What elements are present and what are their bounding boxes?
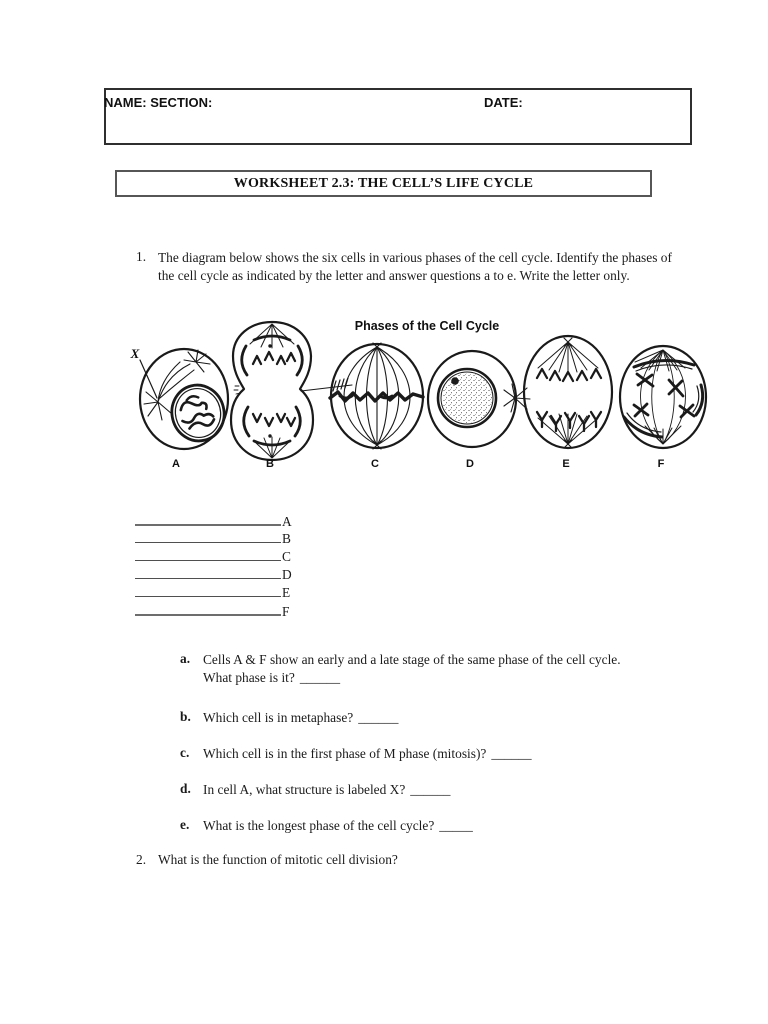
blank-letter: E <box>282 585 291 601</box>
subquestion-e-text <box>203 817 708 835</box>
question-2-text: What is the function of mitotic cell division? <box>158 852 398 867</box>
answer-blank: ______ <box>358 710 399 725</box>
subquestion-a-line2: What phase is it? <box>203 669 295 685</box>
subquestion-a-line1: Cells A & F show an early and a late stage of the same phase of the cell cycle. <box>203 652 621 667</box>
subquestion-b-text <box>203 709 708 727</box>
blank-letter: F <box>282 604 290 620</box>
answer-line <box>135 565 281 579</box>
answer-line <box>135 547 281 561</box>
phase-answer-blanks <box>135 511 292 620</box>
subquestion-b-question: Which cell is in metaphase? <box>203 710 354 725</box>
answer-blank: _____ <box>439 818 473 833</box>
subquestion-c-text <box>203 745 708 763</box>
blank-letter: A <box>282 514 292 529</box>
aster-top-icon <box>184 350 210 372</box>
nucleolus <box>451 377 459 385</box>
subquestion-d-question: In cell A, what structure is labeled X? <box>203 782 406 797</box>
question-1-text: The diagram below shows the six cells in various phases of the cell cycle. Identify the phases of the cell cycle as indicated by the letter and answer questions a to e. Write the letter only. <box>158 250 672 283</box>
cell-a-drawing <box>140 349 230 449</box>
subquestion-e-marker: e. <box>180 817 190 832</box>
cell-label-e: E <box>562 458 570 470</box>
subquestion-d-marker: d. <box>180 781 191 796</box>
name-date-box <box>104 88 692 145</box>
answer-blank-row-a <box>135 511 292 529</box>
worksheet-title-box <box>115 170 652 197</box>
subquestion-e <box>180 817 708 835</box>
cell-d-drawing <box>428 351 530 447</box>
subquestion-c-marker: c. <box>180 745 190 760</box>
question-2-number: 2. <box>136 852 147 867</box>
cell-e-drawing <box>524 336 612 448</box>
subquestion-d <box>180 781 708 799</box>
answer-blank: ______ <box>491 746 532 761</box>
answer-line <box>135 601 281 616</box>
cell-f-drawing <box>620 346 706 448</box>
cell-label-a: A <box>172 458 180 470</box>
answer-blank-row-b <box>135 529 292 547</box>
cell-cycle-diagram <box>118 314 718 474</box>
subquestion-c <box>180 745 708 763</box>
blank-letter: B <box>282 531 291 547</box>
question-1-number: 1. <box>136 249 147 264</box>
subquestion-b-marker: b. <box>180 709 191 724</box>
subquestion-a <box>180 651 708 687</box>
answer-blank-row-e <box>135 583 292 601</box>
answer-blank-row-d <box>135 565 292 583</box>
answer-line <box>135 511 281 526</box>
name-section-label: NAME: SECTION: <box>104 95 213 110</box>
subquestion-c-question: Which cell is in the first phase of M phase (mitosis)? <box>203 746 487 761</box>
subquestion-a-marker: a. <box>180 651 191 666</box>
answer-line <box>135 583 281 597</box>
date-label: DATE: <box>484 95 523 110</box>
answer-blank-row-f <box>135 601 292 619</box>
x-structure-label: X <box>130 346 140 361</box>
subquestion-e-question: What is the longest phase of the cell cycle? <box>203 818 435 833</box>
subquestion-d-text <box>203 781 708 799</box>
cell-b-drawing <box>231 322 352 460</box>
question-2 <box>136 852 696 868</box>
question-1 <box>136 249 688 284</box>
cell-label-c: C <box>371 458 379 470</box>
answer-line <box>135 529 281 543</box>
answer-blank: ______ <box>299 669 341 685</box>
subquestion-b <box>180 709 708 727</box>
diagram-title: Phases of the Cell Cycle <box>354 319 500 333</box>
cell-label-d: D <box>466 458 474 470</box>
answer-blank-row-c <box>135 547 292 565</box>
worksheet-title: WORKSHEET 2.3: THE CELL’S LIFE CYCLE <box>233 175 534 191</box>
subquestion-a-text <box>203 651 708 687</box>
blank-letter: D <box>282 567 292 583</box>
blank-letter: C <box>282 549 291 565</box>
cell-label-f: F <box>657 458 665 470</box>
answer-blank: ______ <box>410 782 451 797</box>
cell-c-drawing <box>330 343 423 449</box>
cell-cycle-figure <box>118 314 718 474</box>
cell-label-b: B <box>266 458 274 470</box>
